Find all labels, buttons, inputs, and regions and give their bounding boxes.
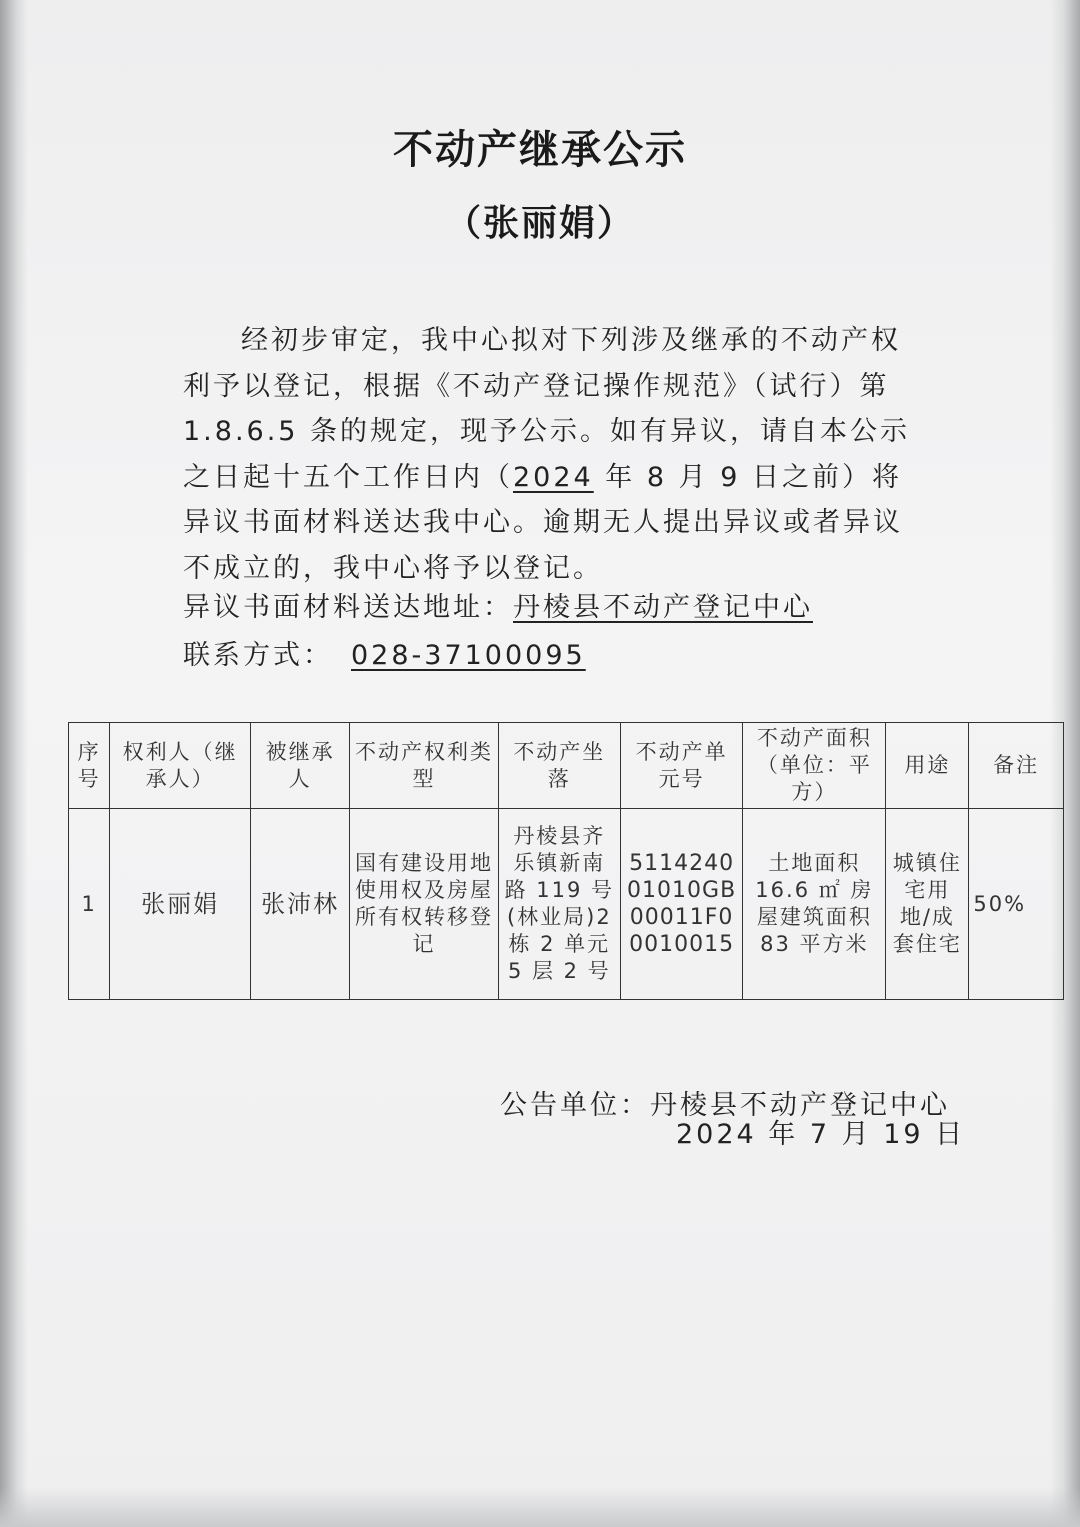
address-label: 异议书面材料送达地址： — [183, 592, 513, 623]
paragraph-text-2: 年 8 月 9 日之前）将异议书面材料送达我中心。逾期无人提出异议或者异议不成立的，我中心将予以登记。 — [183, 461, 903, 584]
contact-label: 联系方式： — [183, 640, 333, 671]
header-decedent: 被继承人 — [251, 723, 350, 809]
cell-right-type: 国有建设用地使用权及房屋所有权转移登记 — [350, 809, 498, 1000]
header-note: 备注 — [969, 723, 1064, 809]
contact-line — [183, 633, 586, 672]
paper-shadow-bottom — [0, 1487, 1080, 1527]
address-value: 丹棱县不动产登记中心 — [513, 592, 813, 623]
cell-decedent: 张沛林 — [251, 809, 350, 1000]
header-seq: 序号 — [69, 723, 110, 809]
paragraph-text-1: 经初步审定，我中心拟对下列涉及继承的不动产权利予以登记，根据《不动产登记操作规范》（试行）第 1.8.6.5 条的规定，现予公示。如有异议，请自本公示之日起十五个工作日内（ — [183, 325, 911, 493]
header-usage: 用途 — [886, 723, 969, 809]
table-header-row — [69, 723, 1064, 809]
cell-usage: 城镇住宅用地/成套住宅 — [886, 809, 969, 1000]
header-unit-no: 不动产单元号 — [620, 723, 742, 809]
header-holder: 权利人（继承人） — [110, 723, 251, 809]
table-row — [69, 809, 1064, 1000]
notice-subtitle: （张丽娟） — [444, 202, 635, 244]
cell-holder: 张丽娟 — [110, 809, 251, 1000]
header-location: 不动产坐落 — [498, 723, 620, 809]
notice-title: 不动产继承公示 — [393, 126, 687, 173]
issuing-unit: 公告单位：丹棱县不动产登记中心 — [500, 1090, 950, 1121]
deadline-year: 2024 — [513, 461, 594, 493]
cell-seq: 1 — [69, 809, 110, 1000]
cell-area: 土地面积 16.6 ㎡ 房屋建筑面积 83 平方米 — [743, 809, 886, 1000]
cell-note: 50% — [969, 809, 1064, 1000]
cell-location: 丹棱县齐乐镇新南路 119 号(林业局)2 栋 2 单元 5 层 2 号 — [498, 809, 620, 1000]
cell-unit-no: 511424001010GB00011F00010015 — [620, 809, 742, 1000]
notice-paragraph — [183, 318, 923, 591]
address-line — [183, 585, 813, 624]
contact-value: 028-37100095 — [351, 640, 586, 671]
header-area: 不动产面积（单位：平方） — [743, 723, 886, 809]
inheritance-table — [68, 722, 1064, 1000]
header-right-type: 不动产权利类型 — [350, 723, 498, 809]
issue-date: 2024 年 7 月 19 日 — [676, 1119, 966, 1150]
